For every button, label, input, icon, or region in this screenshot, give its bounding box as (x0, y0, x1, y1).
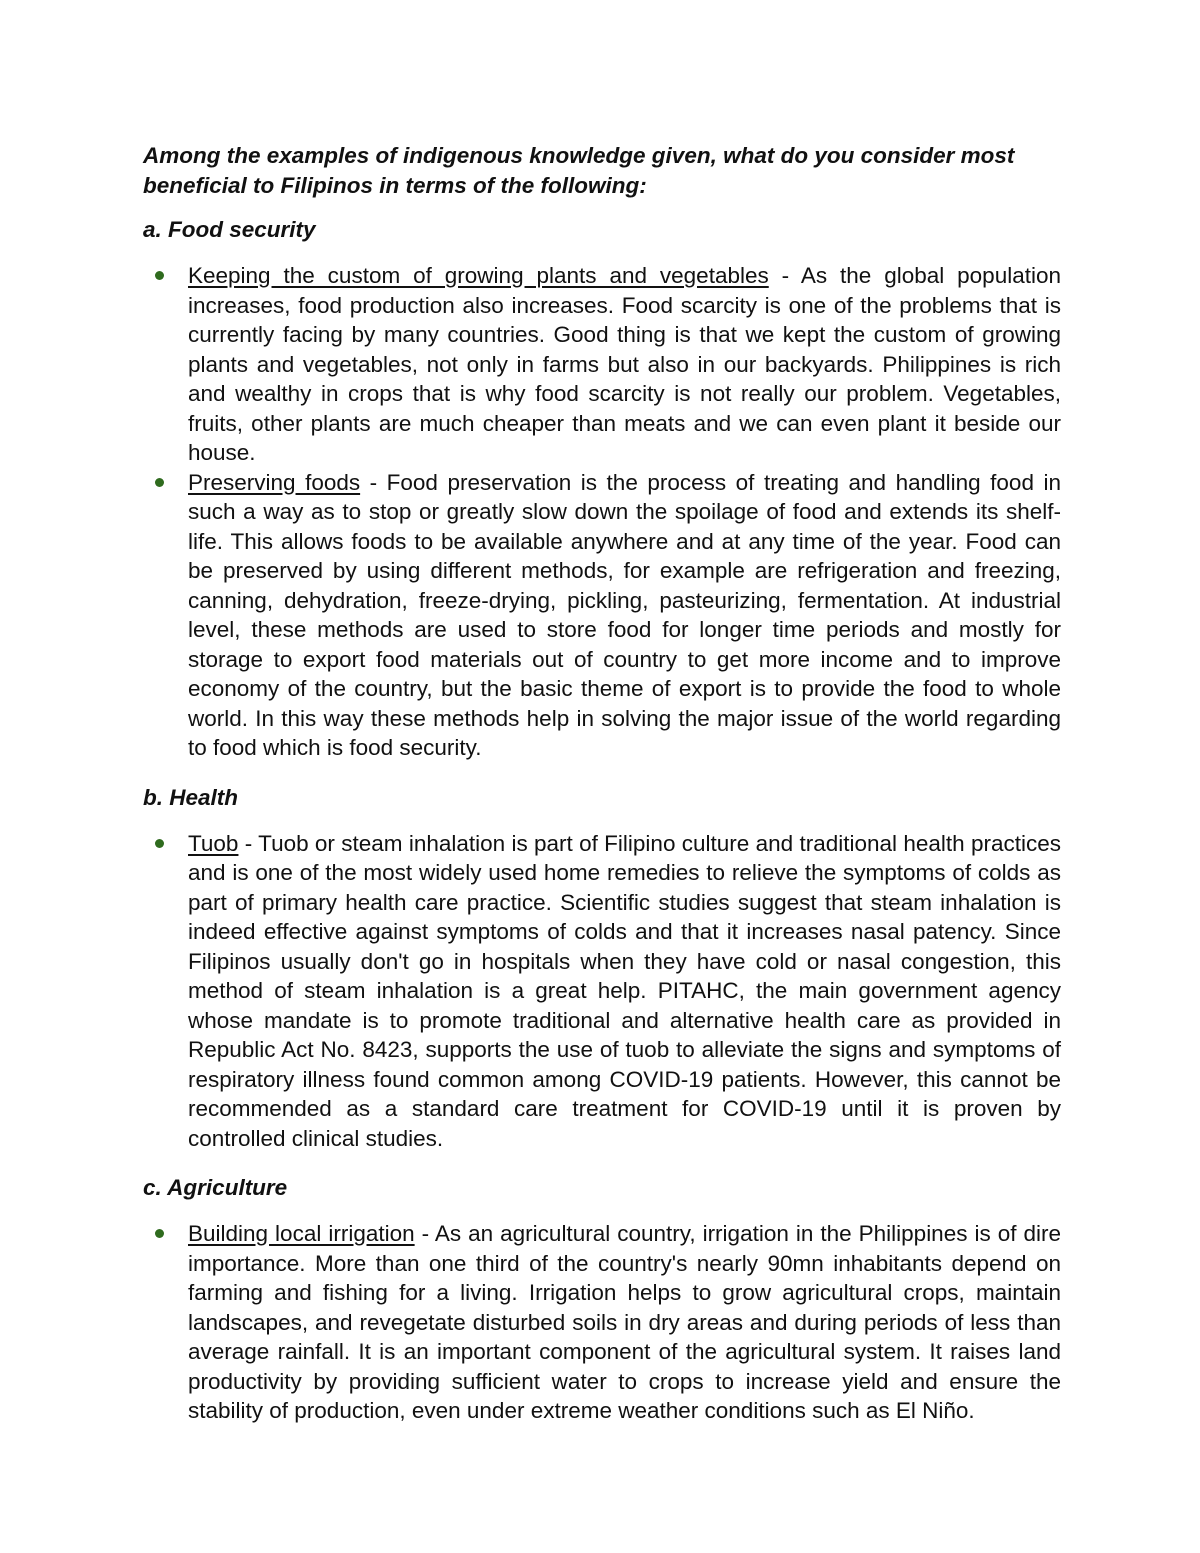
item-text: - As an agricultural country, irrigation in the Philippines is of dire importance. More than one third of the country's nearly 90mn inhabitants depend on farming and fishing for a living. Irrigation helps to grow agricultural crops, maintain landscapes, and revegetate disturbed soils in dry areas and during periods of less than average rainfall. It is an important component of the agricultural system. It raises land productivity by providing sufficient water to crops to increase yield and ensure the stability of production, even under extreme weather conditions such as El Niño. (188, 1221, 1061, 1423)
item-term: Preserving foods (188, 469, 361, 495)
bullet-list (143, 261, 1061, 763)
item-term: Tuob (188, 830, 239, 856)
question-text: Among the examples of indigenous knowledge given, what do you consider most beneficial to Filipinos in terms of the following: (143, 143, 1015, 198)
list-item (143, 1219, 1061, 1426)
list-item (143, 829, 1061, 1154)
item-text: - Tuob or steam inhalation is part of Filipino culture and traditional health practices and is one of the most widely used home remedies to relieve the symptoms of colds as part of primary health care practice. Scientific studies suggest that steam inhalation is indeed effective against symptoms of colds and that it increases nasal patency. Since Filipinos usually don't go in hospitals when they have cold or nasal congestion, this method of steam inhalation is a great help. PITAHC, the main government agency whose mandate is to promote traditional and alternative health care as provided in Republic Act No. 8423, supports the use of tuob to alleviate the signs and symptoms of respiratory illness found common among COVID-19 patients. However, this cannot be recommended as a standard care treatment for COVID-19 until it is proven by controlled clinical studies. (188, 830, 1061, 1151)
item-term: Keeping the custom of growing plants and vegetables (188, 263, 769, 288)
item-term: Building local irrigation (188, 1221, 415, 1246)
item-text: - As the global population increases, food production also increases. Food scarcity is one of the problems that is currently facing by many countries. Good thing is that we kept the custom of growing plants and vegetables, not only in farms but also in our backyards. Philippines is rich and wealthy in crops that is why food scarcity is not really our problem. Vegetables, fruits, other plants are much cheaper than meats and we can even plant it beside our house. (188, 263, 1062, 465)
list-item (143, 468, 1061, 763)
section-heading: c. Agriculture (143, 1175, 288, 1200)
list-item (143, 261, 1061, 468)
section-agriculture (143, 1173, 1061, 1426)
section-food-security (143, 215, 1061, 763)
bullet-list (143, 829, 1061, 1154)
bullet-icon (155, 271, 164, 280)
bullet-list (143, 1219, 1061, 1426)
bullet-icon (155, 478, 164, 487)
bullet-icon (155, 1229, 164, 1238)
document-body (143, 141, 1061, 1446)
bullet-icon (155, 839, 164, 848)
section-heading: b. Health (143, 784, 239, 810)
section-health (143, 783, 1061, 1154)
section-heading: a. Food security (143, 217, 316, 242)
item-text: - Food preservation is the process of treating and handling food in such a way as to stop or greatly slow down the spoilage of food and extends its shelf-life. This allows foods to be available anywhere and at any time of the year. Food can be preserved by using different methods, for example are refrigeration and freezing, canning, dehydration, freeze-drying, pickling, pasteurizing, fermentation. At industrial level, these methods are used to store food for longer time periods and mostly for storage to export food materials out of country to get more income and to improve economy of the country, but the basic theme of export is to provide the food to whole world. In this way these methods help in solving the major issue of the world regarding to food which is food security. (188, 469, 1061, 760)
